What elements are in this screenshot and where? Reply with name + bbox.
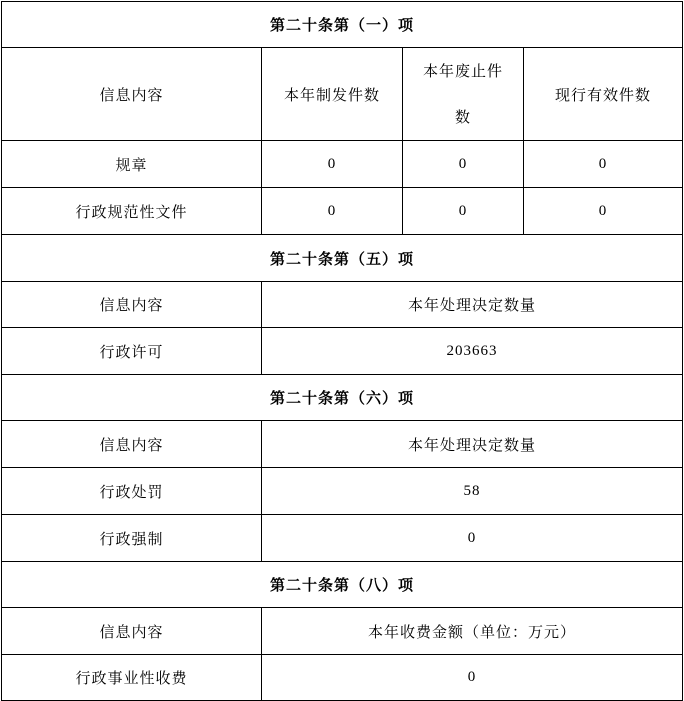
- row-label-admin-penalty: 行政处罚: [2, 468, 262, 515]
- header-info-content: 信息内容: [2, 48, 262, 141]
- section-title-4: 第二十条第（八）项: [2, 562, 683, 608]
- header-repealed-count-label: 本年废止件数: [422, 62, 503, 126]
- header-effective-count: 现行有效件数: [524, 48, 683, 141]
- row-label-admin-license: 行政许可: [2, 328, 262, 375]
- disclosure-table: [1, 1, 683, 701]
- header-repealed-count: [403, 48, 524, 141]
- section-title-2: 第二十条第（五）项: [2, 235, 683, 282]
- section-title-3: 第二十条第（六）项: [2, 375, 683, 421]
- cell-value: 0: [403, 141, 524, 188]
- header-fee-amount: 本年收费金额（单位：万元）: [262, 608, 683, 655]
- header-info-content: 信息内容: [2, 282, 262, 328]
- cell-value: 203663: [262, 328, 683, 375]
- section-title-1: 第二十条第（一）项: [2, 2, 683, 48]
- cell-value: 0: [262, 141, 403, 188]
- cell-value: 0: [524, 188, 683, 235]
- cell-value: 58: [262, 468, 683, 515]
- row-label-admin-fees: 行政事业性收费: [2, 655, 262, 701]
- cell-value: 0: [262, 188, 403, 235]
- row-label-admin-enforcement: 行政强制: [2, 515, 262, 562]
- cell-value: 0: [262, 655, 683, 701]
- header-decision-count: 本年处理决定数量: [262, 421, 683, 468]
- header-info-content: 信息内容: [2, 421, 262, 468]
- row-label-regulations: 规章: [2, 141, 262, 188]
- row-label-normative-docs: 行政规范性文件: [2, 188, 262, 235]
- header-decision-count: 本年处理决定数量: [262, 282, 683, 328]
- cell-value: 0: [403, 188, 524, 235]
- cell-value: 0: [524, 141, 683, 188]
- header-issued-count: 本年制发件数: [262, 48, 403, 141]
- header-info-content: 信息内容: [2, 608, 262, 655]
- cell-value: 0: [262, 515, 683, 562]
